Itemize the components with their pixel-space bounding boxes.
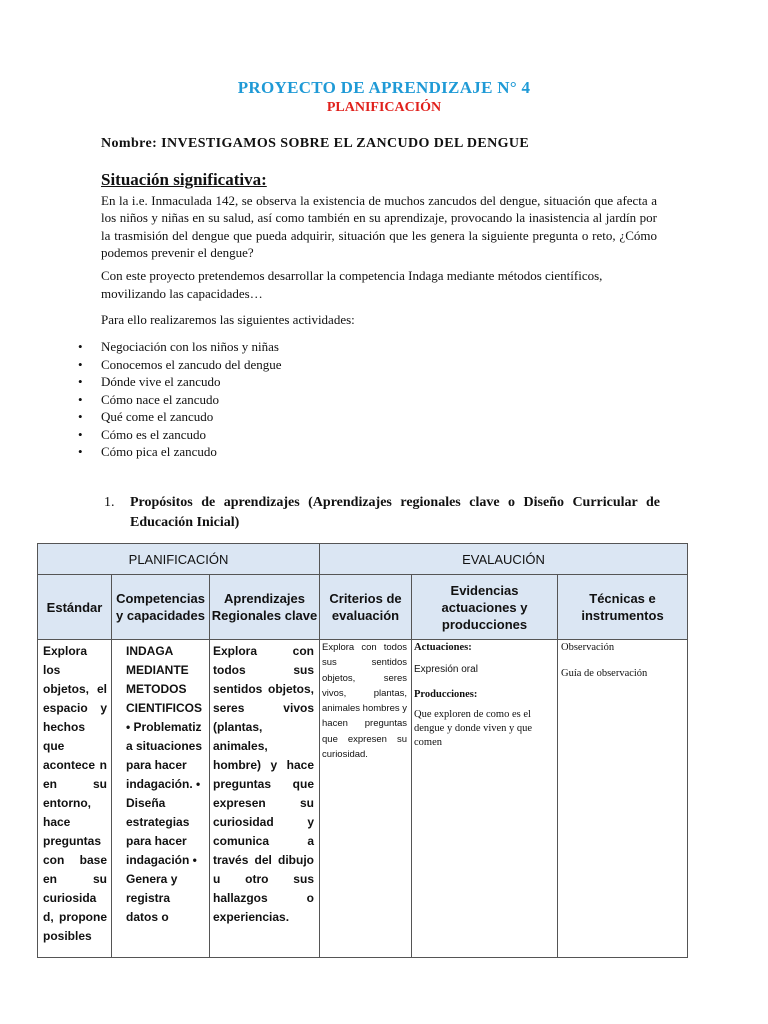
- actuaciones-label: Actuaciones:: [414, 642, 472, 653]
- actuaciones-text: Expresión oral: [414, 664, 478, 675]
- situacion-text: En la i.e. Inmaculada 142, se observa la existencia de muchos zancudos del dengue, situación que afecta a los niños y niñas en su salud, así como también en su aprendizaje, provocando la inasistencia al jardín por la trasmisión del dengue que pueda adquirir, situación que les genera la siguiente pregunta o reto, ¿Cómo podemos prevenir el dengue?: [101, 193, 657, 260]
- tecnica-observacion: Observación: [561, 642, 615, 653]
- producciones-label: Producciones:: [414, 689, 478, 700]
- activities-list: [80, 338, 282, 461]
- list-item: • Cómo pica el zancudo: [80, 443, 282, 461]
- cell-criterios: Explora con todos sus sentidos objetos, seres vivos, plantas, animales hombres y hacen preguntas que expresen su curiosidad.: [320, 640, 412, 958]
- planificacion-header: PLANIFICACIÓN: [38, 544, 320, 575]
- situacion-heading: Situación significativa:: [101, 170, 267, 189]
- cell-competencias: INDAGA MEDIANTE METODOS CIENTIFICOS • Problematiz a situaciones para hacer indagación. • Diseña estrategias para hacer indagación • Genera y registra datos o: [112, 640, 210, 958]
- evaluacion-header: EVALAUCIÓN: [320, 544, 688, 575]
- list-item: • Qué come el zancudo: [80, 408, 282, 426]
- section-number: 1.: [104, 495, 115, 510]
- cell-evidencias: [412, 640, 558, 958]
- page-title: PROYECTO DE APRENDIZAJE N° 4: [237, 78, 531, 97]
- list-item: • Cómo es el zancudo: [80, 426, 282, 444]
- col-header-competencias: Competencias y capacidades: [112, 575, 210, 640]
- list-item: • Dónde vive el zancudo: [80, 373, 282, 391]
- cell-aprendizajes: Explora con todos sus sentidos objetos, seres vivos (plantas, animales, hombre) y hace preguntas que expresen su curiosidad y comunica a través del dibujo u otro sus hallazgos o experiencias.: [210, 640, 320, 958]
- planning-table: [37, 543, 688, 958]
- section-title: Propósitos de aprendizajes (Aprendizajes regionales clave o Diseño Curricular de Educación Inicial): [130, 495, 660, 530]
- cell-tecnicas: [558, 640, 688, 958]
- instrumento-guia: Guía de observación: [561, 668, 648, 679]
- list-item: • Conocemos el zancudo del dengue: [80, 356, 282, 374]
- project-name: Nombre: INVESTIGAMOS SOBRE EL ZANCUDO DEL DENGUE: [101, 136, 530, 151]
- col-header-evidencias: Evidencias actuaciones y producciones: [412, 575, 558, 640]
- col-header-tecnicas: Técnicas e instrumentos: [558, 575, 688, 640]
- cell-estandar: Explora los objetos, el espacio y hechos que acontece n en su entorno, hace preguntas con base en su curiosida d, propone posibles: [38, 640, 112, 958]
- col-header-criterios: Criterios de evaluación: [320, 575, 412, 640]
- page-subtitle: PLANIFICACIÓN: [326, 100, 442, 115]
- list-item: • Cómo nace el zancudo: [80, 391, 282, 409]
- list-item: • Negociación con los niños y niñas: [80, 338, 282, 356]
- producciones-text: Que exploren de como es el dengue y donde viven y que comen: [414, 709, 533, 748]
- col-header-aprendizajes: Aprendizajes Regionales clave: [210, 575, 320, 640]
- col-header-estandar: Estándar: [38, 575, 112, 640]
- actividades-intro: Para ello realizaremos las siguientes actividades:: [101, 312, 355, 327]
- competencia-paragraph: Con este proyecto pretendemos desarrollar la competencia Indaga mediante métodos científicos, movilizando las capacidades…: [101, 268, 603, 301]
- propositos-heading: [104, 493, 660, 533]
